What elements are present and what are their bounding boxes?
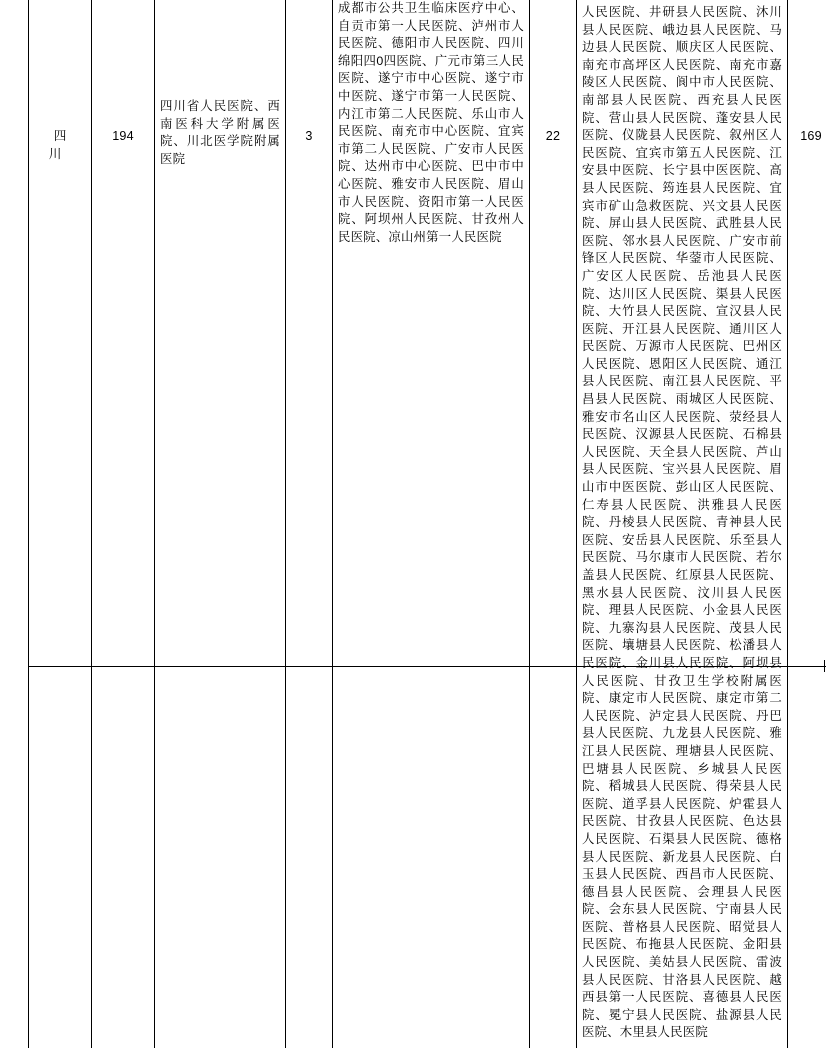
table-bottom-border: [28, 666, 826, 667]
county-hospital-list: 人民医院、井研县人民医院、沐川县人民医院、峨边县人民医院、马边县人民医院、顺庆区人民医院、南充市高坪区人民医院、南充市嘉陵区人民医院、阆中市人民医院、南部县人民医院、西充县人民医院、营山县人民医院、蓬安县人民医院、仪陇县人民医院、叙州区人民医院、宜宾市第五人民医院、江安县中医院、长宁县中医医院、高县人民医院、筠连县人民医院、宜宾市矿山急救医院、兴文县人民医院、屏山县人民医院、武胜县人民医院、邻水县人民医院、广安市前锋区人民医院、华蓥市人民医院、广安区人民医院、岳池县人民医院、达川区人民医院、渠县人民医院、大竹县人民医院、宣汉县人民医院、开江县人民医院、通川区人民医院、万源市人民医院、巴州区人民医院、恩阳区人民医院、通江县人民医院、南江县人民医院、平昌县人民医院、雨城区人民医院、雅安市名山区人民医院、荥经县人民医院、汉源县人民医院、石棉县人民医院、天全县人民医院、芦山县人民医院、宝兴县人民医院、眉山市中医医院、彭山区人民医院、仁寿县人民医院、洪雅县人民医院、丹棱县人民医院、青神县人民医院、安岳县人民医院、乐至县人民医院、马尔康市人民医院、若尔盖县人民医院、红原县人民医院、黑水县人民医院、汶川县人民医院、理县人民医院、小金县人民医院、九寨沟县人民医院、茂县人民医院、壤塘县人民医院、松潘县人民医院、金川县人民医院、阿坝县人民医院、甘孜卫生学校附属医院、康定市人民医院、康定市第二人民医院、泸定县人民医院、丹巴县人民医院、九龙县人民医院、雅江县人民医院、理塘县人民医院、巴塘县人民医院、乡城县人民医院、稻城县人民医院、得荣县人民医院、道孚县人民医院、炉霍县人民医院、甘孜县人民医院、色达县人民医院、石渠县人民医院、德格县人民医院、新龙县人民医院、白玉县人民医院、西昌市人民医院、德昌县人民医院、会理县人民医院、会东县人民医院、宁南县人民医院、普格县人民医院、昭觉县人民医院、布拖县人民医院、金阳县人民医院、美姑县人民医院、雷波县人民医院、甘洛县人民医院、越西县第一人民医院、喜德县人民医院、冕宁县人民医院、盐源县人民医院、木里县人民医院: [577, 0, 787, 1048]
remaining-count-value: 169: [788, 0, 828, 152]
cell-province: [29, 0, 92, 1048]
cell-city-hospitals: [333, 0, 530, 1048]
cell-remaining-count: [788, 0, 828, 1048]
total-count-value: 194: [92, 0, 154, 152]
cell-city-count: [286, 0, 333, 1048]
city-hospital-list: 成都市公共卫生临床医疗中心、自贡市第一人民医院、泸州市人民医院、德阳市人民医院、四川绵阳四0四医院、广元市第三人民医院、遂宁市中心医院、遂宁市中医院、遂宁市第一人民医院、内江市第二人民医院、乐山市人民医院、南充市中心医院、宜宾市第二人民医院、广安市人民医院、达州市中心医院、巴中市中心医院、雅安市人民医院、眉山市人民医院、资阳市第一人民医院、阿坝州人民医院、甘孜州人民医院、凉山州第一人民医院: [333, 0, 529, 252]
provincial-hospital-list: 四川省人民医院、西南医科大学附属医院、川北医学院附属医院: [155, 0, 285, 174]
cell-total-count: [92, 0, 155, 1048]
province-name: 四 川: [29, 0, 91, 169]
county-count-value: 22: [530, 0, 576, 152]
city-count-value: 3: [286, 0, 332, 152]
table-row: [29, 0, 828, 1048]
cell-county-count: [530, 0, 577, 1048]
page-edge-mark: [824, 660, 828, 672]
cell-county-hospitals: [577, 0, 788, 1048]
cell-provincial-hospitals: [155, 0, 286, 1048]
hospital-table: [28, 0, 828, 1048]
